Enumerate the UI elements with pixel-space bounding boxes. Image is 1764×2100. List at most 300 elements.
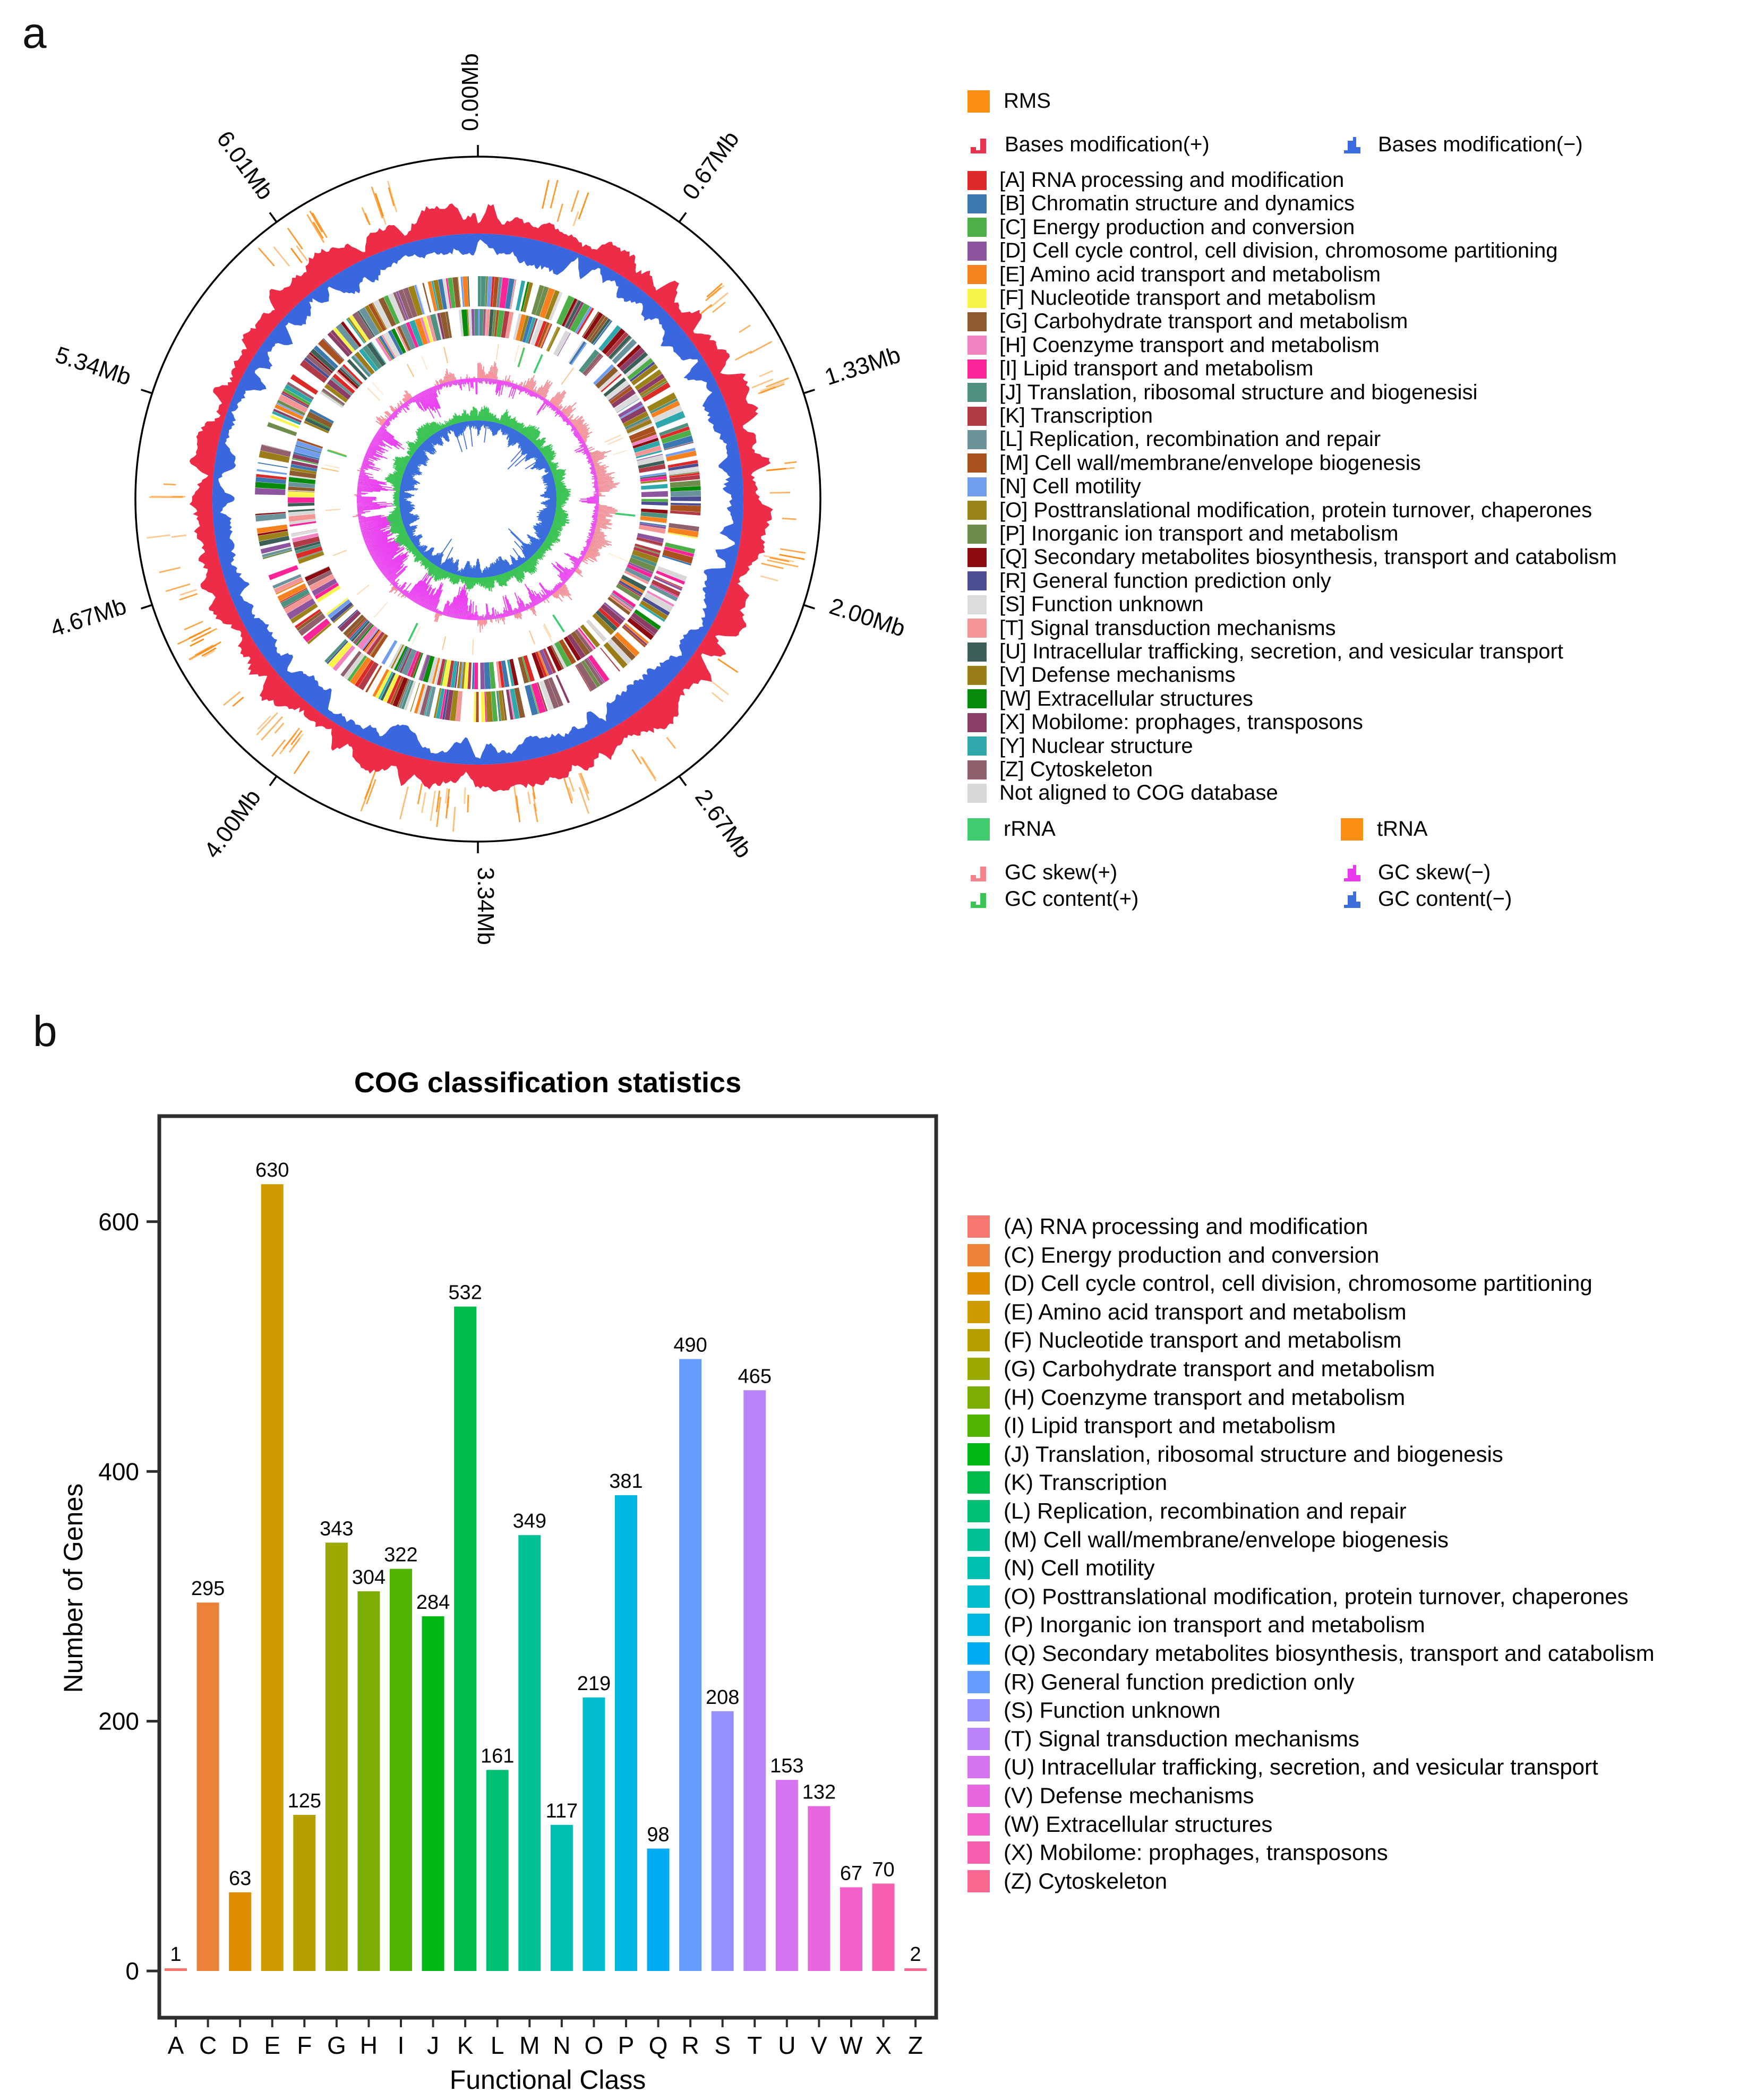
- gc-skew-minus-spike: [594, 483, 598, 484]
- rms-tick: [166, 584, 190, 592]
- legend-label: (L) Replication, recombination and repair: [1004, 1498, 1407, 1523]
- legend-item(E): [967, 1299, 1407, 1325]
- legend-label: Not aligned to COG database: [999, 781, 1278, 805]
- bar-T: [743, 1390, 766, 1971]
- gc-skew-minus-spike: [464, 379, 465, 383]
- bar-value-label: 208: [705, 1686, 740, 1709]
- bar-E: [261, 1184, 284, 1971]
- legend-item(W): [967, 1812, 1272, 1837]
- bar-F: [293, 1815, 315, 1971]
- gc-skew-plus-spike: [497, 377, 498, 380]
- gc-skew-plus-spike: [441, 614, 442, 616]
- rms-tick: [558, 204, 563, 222]
- bar-P: [615, 1495, 637, 1971]
- trna-tick: [326, 509, 341, 510]
- cog-tile-plus-strand: [481, 276, 486, 306]
- cog-tile-minus-strand: [641, 502, 668, 506]
- legend-label: (U) Intracellular trafficking, secretion, and vesicular transport: [1004, 1754, 1598, 1780]
- x-category-label: D: [231, 2032, 249, 2059]
- x-category-label: V: [811, 2032, 827, 2059]
- cog-tile-minus-strand: [472, 663, 475, 689]
- legend-item-cog[C]: [967, 216, 1355, 239]
- gc-skew-plus-spike: [385, 415, 388, 418]
- cog-tile-minus-strand: [641, 491, 668, 497]
- cog-swatch: [967, 289, 987, 308]
- rms-tick: [640, 757, 656, 781]
- bar-Z: [904, 1968, 927, 1971]
- gc-skew-plus-spike: [533, 390, 534, 391]
- trna-tick: [444, 347, 448, 363]
- rms-tick: [766, 378, 789, 387]
- trna-tick: [605, 435, 621, 442]
- legend-item(G): [967, 1356, 1435, 1382]
- bases-plus-icon: [967, 134, 991, 156]
- legend-swatch: [967, 1329, 990, 1351]
- gc-skew-plus-spike: [510, 381, 511, 382]
- legend-item-cog[K]: [967, 404, 1153, 428]
- legend-item-gc-content-minus: [1341, 887, 1512, 911]
- bar-value-label: 532: [448, 1281, 482, 1304]
- legend-item(C): [967, 1242, 1379, 1268]
- gc-content-plus-spike: [474, 578, 475, 586]
- bar-value-label: 343: [320, 1518, 354, 1540]
- legend-label: [H] Coenzyme transport and metabolism: [999, 333, 1380, 357]
- x-category-label: L: [490, 2032, 504, 2059]
- legend-item-bases-minus: [1341, 133, 1583, 157]
- gc-skew-plus-spike: [390, 584, 392, 586]
- rms-tick: [190, 639, 204, 646]
- rms-tick: [782, 518, 797, 519]
- legend-label: [M] Cell wall/membrane/envelope biogenesis: [999, 451, 1421, 475]
- rms-tick: [780, 549, 806, 553]
- gc-skew-minus-spike: [470, 378, 471, 388]
- gc-skew-plus-spike: [583, 560, 584, 561]
- scale-tick: [803, 605, 815, 608]
- rms-tick: [147, 535, 170, 538]
- legend-label: (G) Carbohydrate transport and metabolism: [1004, 1356, 1435, 1381]
- legend-label: [A] RNA processing and modification: [999, 168, 1345, 192]
- circular-genome-plot: [0, 0, 956, 988]
- gc-skew-minus-spike: [564, 553, 580, 563]
- rms-tick: [551, 180, 558, 208]
- trna-tick: [407, 364, 414, 376]
- cog-tile-minus-strand: [288, 493, 314, 498]
- legend-label: [V] Defense mechanisms: [999, 663, 1236, 687]
- rms-tick: [151, 496, 183, 497]
- legend-swatch: [967, 1585, 990, 1608]
- bar-H: [357, 1591, 380, 1971]
- rms-tick: [780, 554, 805, 559]
- gc-skew-plus-spike: [544, 601, 545, 603]
- gc-skew-minus-spike: [490, 615, 491, 620]
- gc-skew-minus-spike: [595, 508, 598, 509]
- gc-skew-plus-spike: [482, 370, 483, 378]
- legend-label: (M) Cell wall/membrane/envelope biogenesis: [1004, 1527, 1449, 1552]
- x-category-label: W: [840, 2032, 863, 2059]
- legend-item(F): [967, 1327, 1401, 1353]
- legend-label: (I) Lipid transport and metabolism: [1004, 1413, 1336, 1438]
- rms-tick: [288, 228, 303, 250]
- gc-skew-plus-spike: [507, 379, 508, 382]
- rms-tick: [256, 713, 277, 735]
- legend-swatch: [967, 1358, 990, 1380]
- bar-value-label: 67: [840, 1862, 863, 1885]
- legend-item(H): [967, 1385, 1405, 1410]
- legend-swatch: [967, 1785, 990, 1807]
- cog-swatch: [967, 453, 987, 473]
- gc-skew-minus-spike: [592, 482, 598, 483]
- panel-a-label: a: [22, 9, 47, 57]
- legend-swatch: [967, 1443, 990, 1465]
- bar-value-label: 630: [255, 1159, 289, 1182]
- gc-content-plus-spike: [393, 505, 399, 506]
- bar-value-label: 219: [577, 1672, 611, 1695]
- gc-content-plus-spike: [393, 495, 399, 496]
- legend-item-cog[G]: [967, 310, 1408, 333]
- cog-swatch: [967, 760, 987, 779]
- rms-tick: [701, 305, 712, 314]
- gc-skew-plus-spike: [585, 441, 586, 442]
- bar-I: [390, 1569, 412, 1971]
- rms-tick: [224, 692, 240, 705]
- legend-label: (S) Function unknown: [1004, 1698, 1221, 1723]
- y-axis-title: Number of Genes: [58, 1483, 88, 1693]
- gc-skew-plus-spike: [548, 400, 549, 401]
- legend-swatch: [967, 1813, 990, 1836]
- legend-label: Bases modification(+): [1005, 133, 1210, 156]
- cog-swatch: [967, 242, 987, 261]
- legend-label: [P] Inorganic ion transport and metabolism: [999, 522, 1399, 545]
- gc-skew-plus-spike: [486, 373, 487, 378]
- bar-W: [840, 1887, 862, 1971]
- bar-value-label: 490: [673, 1334, 707, 1357]
- rms-tick: [294, 751, 310, 774]
- rms-tick: [580, 773, 588, 794]
- bar-S: [712, 1711, 734, 1971]
- gc-skew-plus-spike: [530, 608, 531, 611]
- cog-swatch: [967, 265, 987, 284]
- scale-tick-label: 2.67Mb: [690, 784, 757, 863]
- legend-item-cog[I]: [967, 357, 1313, 381]
- gc-skew-minus-spike: [594, 481, 597, 482]
- legend-label: [T] Signal transduction mechanisms: [999, 616, 1336, 640]
- gc-skew-plus-spike: [487, 374, 488, 378]
- cog-swatch: [967, 713, 987, 732]
- legend-label: (C) Energy production and conversion: [1004, 1242, 1380, 1267]
- rms-tick: [259, 248, 275, 266]
- rms-tick: [453, 807, 455, 832]
- gc-content-minus-spike: [483, 421, 484, 426]
- bar-G: [326, 1542, 348, 1971]
- gc-skew-minus-spike: [593, 486, 598, 487]
- scale-tick-label: 3.34Mb: [473, 867, 499, 945]
- cog-tile-minus-strand: [288, 498, 314, 503]
- legend-swatch: [967, 1642, 990, 1665]
- gc-skew-plus-spike: [480, 363, 481, 378]
- gc-content-minus-spike: [476, 562, 477, 578]
- bar-O: [583, 1698, 605, 1971]
- gc-skew-minus-spike: [593, 511, 598, 512]
- rms-tick: [573, 212, 578, 226]
- scale-tick: [803, 390, 815, 393]
- gc-skew-plus-spike: [590, 452, 592, 453]
- legend-label: (J) Translation, ribosomal structure and biogenesis: [1004, 1441, 1503, 1467]
- panel-b-label: b: [33, 1007, 57, 1056]
- gc-skew-minus-spike: [594, 518, 597, 519]
- trna-tick: [613, 450, 627, 455]
- legend-item-cog[S]: [967, 593, 1204, 616]
- gc-skew-plus-spike: [481, 365, 482, 378]
- gc-skew-plus-spike: [482, 620, 483, 629]
- legend-label: [F] Nucleotide transport and metabolism: [999, 286, 1376, 310]
- gc-skew-minus-spike: [594, 475, 596, 476]
- legend-label: (E) Amino acid transport and metabolism: [1004, 1299, 1407, 1324]
- legend-label: [Y] Nuclear structure: [999, 734, 1193, 758]
- legend-label: [I] Lipid transport and metabolism: [999, 357, 1314, 381]
- cog-tile-minus-strand: [480, 663, 485, 689]
- cog-tile-minus-strand: [569, 341, 586, 365]
- cog-tile-plus-strand: [474, 692, 476, 722]
- bar-L: [486, 1770, 509, 1971]
- gc-skew-plus-spike: [548, 598, 549, 599]
- legend-item-cog[X]: [967, 710, 1363, 734]
- legend-label: (F) Nucleotide transport and metabolism: [1004, 1327, 1402, 1353]
- rms-tick: [712, 692, 723, 701]
- legend-swatch: [967, 1386, 990, 1409]
- trna-tick: [422, 356, 427, 370]
- rms-tick: [400, 787, 408, 819]
- legend-item-gc-skew-minus: [1341, 861, 1491, 885]
- gc-skew-plus-spike: [484, 372, 485, 378]
- x-category-label: Z: [908, 2032, 923, 2059]
- x-category-label: U: [778, 2032, 796, 2059]
- legend-label: [Z] Cytoskeleton: [999, 758, 1153, 781]
- legend-label: [L] Replication, recombination and repair: [999, 427, 1381, 451]
- bar-value-label: 153: [770, 1755, 804, 1778]
- legend-label: [U] Intracellular trafficking, secretion, and vesicular transport: [999, 640, 1563, 663]
- gc-skew-plus-spike: [509, 380, 510, 382]
- trna-tick: [608, 438, 623, 444]
- gc-skew-minus-spike: [593, 522, 596, 523]
- gc-skew-plus-spike: [516, 383, 517, 384]
- bar-J: [422, 1616, 444, 1971]
- legend-label: [R] General function prediction only: [999, 569, 1331, 593]
- cog-swatch: [967, 171, 987, 190]
- trna-tick: [412, 626, 421, 645]
- legend-label: [N] Cell motility: [999, 475, 1141, 499]
- rms-tick: [642, 757, 655, 778]
- gc-skew-plus-spike: [519, 384, 520, 385]
- gc-content-minus-icon: [1341, 889, 1364, 910]
- gc-skew-plus-spike: [395, 407, 397, 409]
- legend-swatch: [967, 1614, 990, 1636]
- legend-item-rms: [967, 89, 1051, 113]
- gc-skew-minus-spike: [469, 379, 470, 382]
- legend-label: (R) General function prediction only: [1004, 1669, 1355, 1694]
- scale-tick-label: 4.00Mb: [199, 784, 266, 863]
- scale-tick: [141, 605, 152, 608]
- bar-value-label: 322: [384, 1544, 418, 1566]
- gc-skew-minus-spike: [467, 379, 468, 384]
- gc-skew-plus-spike: [598, 490, 610, 491]
- x-category-label: N: [553, 2032, 571, 2059]
- rms-tick: [761, 563, 784, 568]
- legend-label: (A) RNA processing and modification: [1004, 1214, 1368, 1239]
- cog-bar-chart: [0, 1009, 956, 2100]
- cog-swatch: [967, 619, 987, 638]
- cog-swatch: [967, 218, 987, 237]
- gc-skew-minus-spike: [497, 614, 498, 619]
- gc-skew-plus-spike: [395, 409, 396, 410]
- rms-tick: [362, 207, 368, 222]
- gc-skew-minus-spike: [594, 487, 598, 488]
- gc-skew-plus-spike: [599, 505, 607, 506]
- gc-skew-plus-spike: [440, 614, 441, 616]
- cog-swatch: [967, 548, 987, 567]
- bar-A: [165, 1968, 187, 1971]
- legend-label: [O] Posttranslational modification, protein turnover, chaperones: [999, 498, 1592, 522]
- cog-tile-minus-strand: [474, 663, 478, 689]
- gc-skew-plus-icon: [967, 862, 991, 884]
- rms-tick: [760, 576, 778, 581]
- gc-skew-minus-spike: [462, 379, 463, 384]
- legend-label: (W) Extracellular structures: [1004, 1811, 1273, 1837]
- bar-K: [454, 1307, 476, 1971]
- cog-swatch: [967, 595, 987, 614]
- legend-item(N): [967, 1555, 1155, 1581]
- scale-tick-label: 1.33Mb: [821, 341, 904, 391]
- legend-item(P): [967, 1612, 1425, 1638]
- rms-tick: [666, 738, 675, 749]
- cog-swatch: [967, 736, 987, 756]
- legend-item-cog[E]: [967, 263, 1381, 287]
- legend-label: GC skew(−): [1378, 861, 1491, 884]
- gc-skew-minus-spike: [490, 379, 491, 384]
- legend-label: [E] Amino acid transport and metabolism: [999, 262, 1381, 286]
- gc-content-minus-spike: [475, 421, 476, 429]
- gc-skew-minus-spike: [499, 614, 500, 618]
- gc-skew-plus-spike: [485, 620, 486, 625]
- trna-tick: [321, 468, 339, 472]
- trna-tick: [609, 553, 628, 561]
- bar-Q: [647, 1849, 670, 1971]
- bar-value-label: 349: [512, 1510, 546, 1533]
- x-category-label: M: [519, 2032, 540, 2059]
- gc-skew-plus-spike: [527, 610, 528, 611]
- y-tick-label: 600: [98, 1207, 139, 1236]
- legend-item-cog[J]: [967, 381, 1477, 405]
- gc-skew-minus-spike: [593, 474, 596, 475]
- rms-tick: [750, 341, 772, 353]
- legend-item-cog[U]: [967, 640, 1563, 664]
- legend-item-cog[H]: [967, 333, 1380, 357]
- gc-skew-minus-spike: [444, 383, 446, 385]
- gc-skew-minus-spike: [441, 612, 442, 615]
- bases-minus-icon: [1341, 134, 1364, 156]
- scale-tick: [270, 212, 277, 222]
- legend-swatch: [967, 1529, 990, 1551]
- gc-skew-minus-spike: [466, 379, 467, 383]
- gc-skew-minus-spike: [361, 469, 364, 470]
- scale-tick: [679, 776, 686, 786]
- legend-item(X): [967, 1840, 1388, 1865]
- x-category-label: P: [618, 2032, 635, 2059]
- legend-label: GC content(+): [1005, 887, 1139, 911]
- rms-tick: [571, 191, 578, 212]
- gc-skew-minus-icon: [1341, 862, 1364, 884]
- gc-skew-minus-spike: [594, 510, 598, 511]
- rms-tick: [372, 187, 382, 219]
- gc-skew-plus-spike: [587, 445, 588, 446]
- cog-tile-minus-strand: [474, 309, 478, 336]
- trna-tick: [333, 550, 347, 555]
- legend-item(J): [967, 1442, 1503, 1467]
- gc-skew-minus-spike: [492, 379, 493, 383]
- legend-item-cog[D]: [967, 239, 1558, 263]
- gc-skew-plus-spike: [500, 618, 501, 620]
- scale-tick-label: 4.67Mb: [47, 593, 130, 642]
- gc-skew-plus-spike: [578, 568, 579, 569]
- trna-tick: [518, 345, 524, 365]
- trna-tick: [372, 382, 383, 395]
- gc-content-plus-spike: [397, 506, 400, 507]
- rms-tick: [422, 792, 425, 813]
- gc-skew-minus-spike: [357, 511, 363, 512]
- gc-skew-plus-spike: [484, 620, 485, 627]
- cog-swatch: [967, 666, 987, 685]
- gc-skew-plus-spike: [589, 449, 594, 451]
- rms-tick: [184, 621, 203, 629]
- cog-swatch: [967, 571, 987, 590]
- legend-swatch: [967, 1671, 990, 1693]
- scale-tick: [270, 776, 277, 786]
- cog-tile-minus-strand: [478, 309, 479, 336]
- bar-value-label: 295: [191, 1578, 225, 1600]
- rms-tick: [431, 791, 435, 821]
- gc-skew-minus-spike: [595, 509, 598, 510]
- gc-content-plus-spike: [393, 503, 399, 504]
- legend-item-cog-not-aligned: [967, 781, 1278, 805]
- rrna-tick: [408, 623, 417, 641]
- rrna-tick: [615, 513, 636, 516]
- rms-tick: [632, 749, 641, 764]
- legend-label: tRNA: [1377, 817, 1428, 841]
- legend-label: (O) Posttranslational modification, protein turnover, chaperones: [1004, 1583, 1629, 1609]
- gc-skew-minus-spike: [491, 379, 492, 384]
- cog-tile-minus-strand: [641, 484, 667, 490]
- cog-tile-plus-strand: [671, 496, 701, 501]
- x-category-label: C: [199, 2032, 217, 2059]
- x-category-label: S: [714, 2032, 731, 2059]
- legend-swatch: [967, 1301, 990, 1323]
- gc-skew-plus-spike: [398, 593, 401, 596]
- legend-swatch: [967, 1557, 990, 1579]
- legend-label: GC skew(+): [1005, 861, 1118, 884]
- gc-skew-minus-spike: [537, 400, 547, 415]
- legend-label: (K) Transcription: [1004, 1470, 1168, 1495]
- legend-label: [S] Function unknown: [999, 593, 1204, 616]
- legend-item-cog[O]: [967, 499, 1592, 522]
- legend-label: (X) Mobilome: prophages, transposons: [1004, 1840, 1388, 1865]
- legend-swatch: [967, 1244, 990, 1266]
- legend-label: (P) Inorganic ion transport and metabolism: [1004, 1612, 1425, 1638]
- legend-item(K): [967, 1470, 1167, 1495]
- rms-tick: [172, 535, 186, 537]
- gc-content-plus-spike: [395, 504, 399, 505]
- legend-item-cog[Z]: [967, 758, 1153, 782]
- cog-tile-plus-strand: [671, 491, 701, 497]
- legend-swatch: [967, 1870, 990, 1892]
